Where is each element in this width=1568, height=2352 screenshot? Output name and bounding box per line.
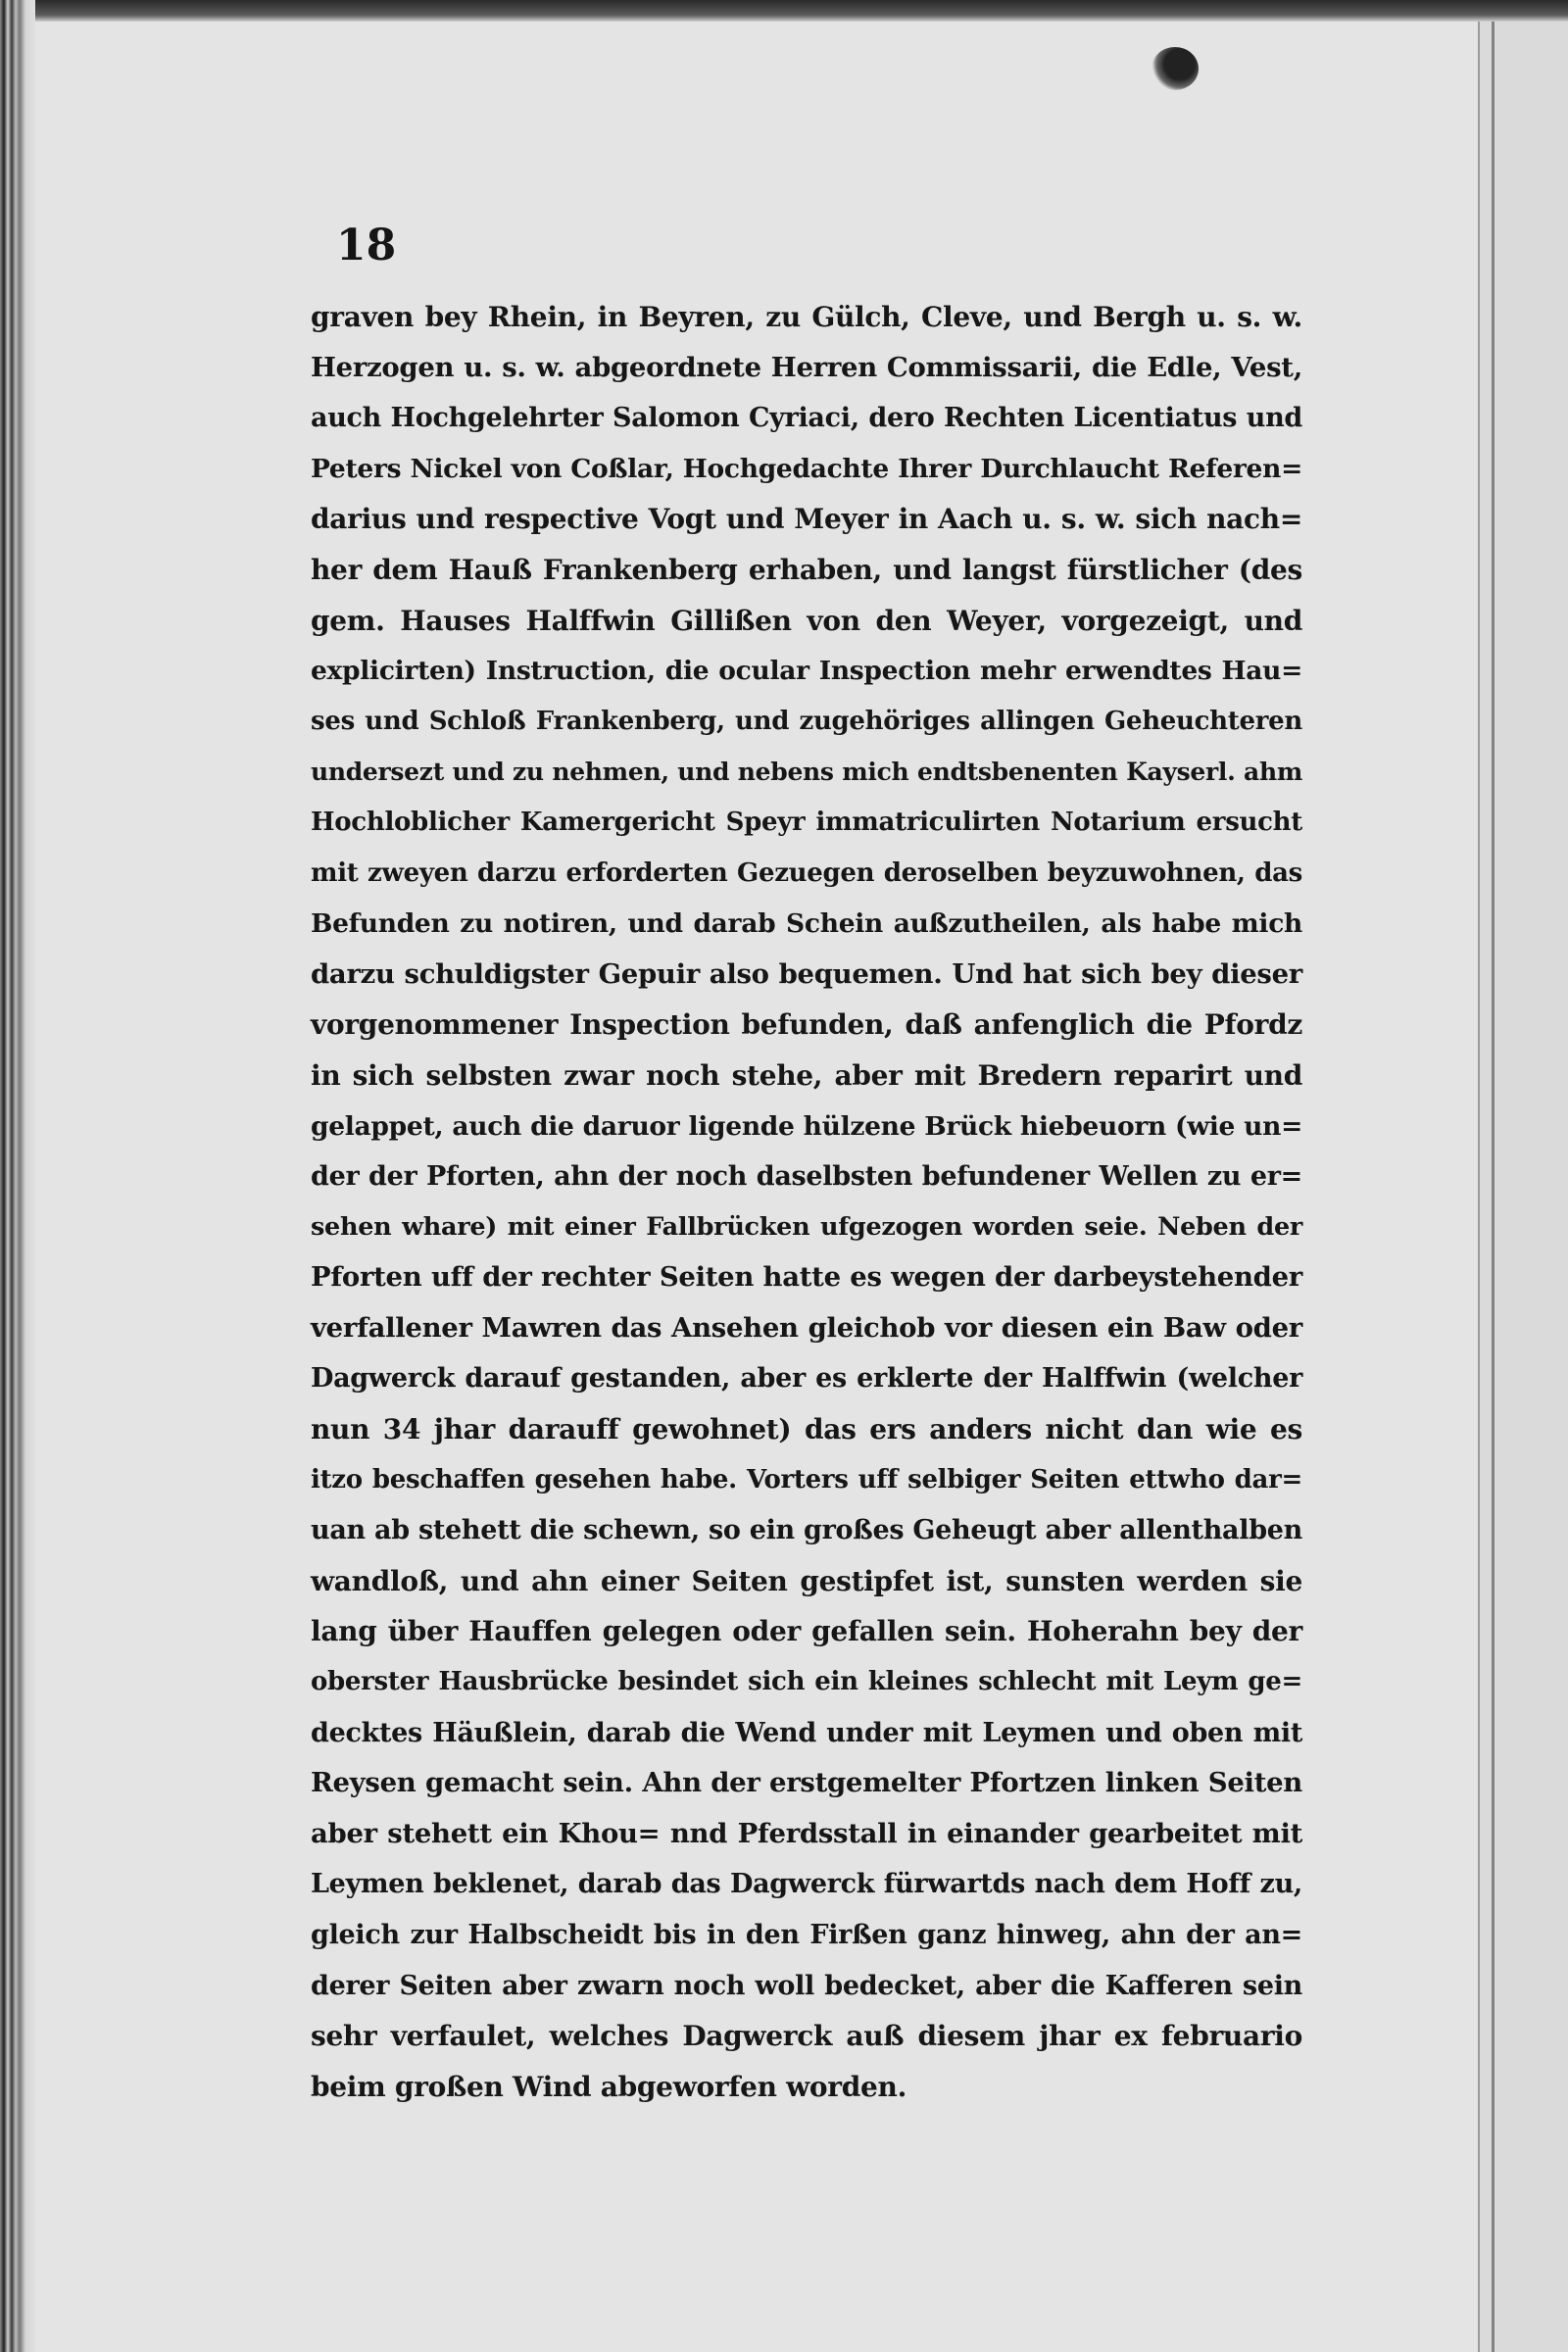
scan-right-margin xyxy=(1478,22,1568,2352)
text-line: Leymen beklenet, darab das Dagwerck fürwartds nach dem Hoff zu, xyxy=(311,1869,1302,1900)
text-line: Reysen gemacht sein. Ahn der erstgemelter Pfortzen linken Seiten xyxy=(311,1767,1302,1799)
text-line: oberster Hausbrücke besindet sich ein kleines schlecht mit Leym ge= xyxy=(311,1667,1302,1697)
scan-left-edge xyxy=(0,0,35,2352)
text-line: auch Hochgelehrter Salomon Cyriaci, dero Rechten Licentiatus und xyxy=(311,403,1302,434)
text-line: darzu schuldigster Gepuir also bequemen. Und hat sich bey dieser xyxy=(311,957,1302,990)
text-line: Befunden zu notiren, und darab Schein außzutheilen, als habe mich xyxy=(311,908,1302,940)
text-line: uan ab stehett die schewn, so ein großes Geheugt aber allenthalben xyxy=(311,1515,1302,1546)
text-line: Dagwerck darauf gestanden, aber es erklerte der Halffwin (welcher xyxy=(311,1363,1302,1395)
text-line: Pforten uff der rechter Seiten hatte es wegen der darbeystehender xyxy=(311,1261,1302,1294)
margin-rule xyxy=(1492,22,1494,2352)
text-line: explicirten) Instruction, die ocular Inspection mehr erwendtes Hau= xyxy=(311,656,1302,687)
text-line: gem. Hauses Halffwin Gillißen von den Weyer, vorgezeigt, und xyxy=(311,604,1302,637)
text-line: darius und respective Vogt und Meyer in Aach u. s. w. sich nach= xyxy=(311,503,1302,536)
text-line: graven bey Rhein, in Beyren, zu Gülch, Cleve, und Bergh u. s. w. xyxy=(311,301,1302,333)
text-line: beim großen Wind abgeworfen worden. xyxy=(311,2070,907,2103)
text-line: sehr verfaulet, welches Dagwerck auß diesem jhar ex februario xyxy=(311,2020,1302,2053)
text-line: vorgenommener Inspection befunden, daß anfenglich die Pfordz xyxy=(311,1008,1302,1042)
text-line: itzo beschaffen gesehen habe. Vorters uff selbiger Seiten ettwho dar= xyxy=(311,1464,1302,1494)
text-line: undersezt und zu nehmen, und nebens mich endtsbenenten Kayserl. ahm xyxy=(311,758,1302,787)
text-line: Herzogen u. s. w. abgeordnete Herren Commissarii, die Edle, Vest, xyxy=(311,351,1302,383)
text-line: aber stehett ein Khou= nnd Pferdsstall in einander gearbeitet mit xyxy=(311,1817,1302,1849)
text-line: gelappet, auch die daruor ligende hülzene Brück hiebeuorn (wie un= xyxy=(311,1110,1302,1142)
text-line: verfallener Mawren das Ansehen gleichob vor diesen ein Baw oder xyxy=(311,1311,1302,1344)
text-line: in sich selbsten zwar noch stehe, aber mit Bredern reparirt und xyxy=(311,1058,1302,1092)
ink-blot xyxy=(1152,47,1199,90)
text-line: derer Seiten aber zwarn noch woll bedecket, aber die Kafferen sein xyxy=(311,1970,1302,2001)
text-line: her dem Hauß Frankenberg erhaben, und langst fürstlicher (des xyxy=(311,553,1302,586)
text-line: Hochloblicher Kamergericht Speyr immatriculirten Notarium ersucht xyxy=(311,807,1302,837)
text-line: gleich zur Halbscheidt bis in den Firßen ganz hinweg, ahn der an= xyxy=(311,1920,1302,1950)
text-line: sehen whare) mit einer Fallbrücken ufgezogen worden seie. Neben der xyxy=(311,1211,1302,1242)
text-line: wandloß, und ahn einer Seiten gestipfet ist, sunsten werden sie xyxy=(311,1564,1302,1597)
page-number: 18 xyxy=(336,220,397,270)
text-line: Peters Nickel von Coßlar, Hochgedachte Ihrer Durchlaucht Referen= xyxy=(311,453,1302,484)
body-text xyxy=(311,292,1302,2112)
text-line: der der Pforten, ahn der noch daselbsten befundener Wellen zu er= xyxy=(311,1161,1302,1193)
scan-top-edge xyxy=(0,0,1568,22)
text-line: decktes Häußlein, darab die Wend under mit Leymen und oben mit xyxy=(311,1717,1302,1748)
text-line: ses und Schloß Frankenberg, und zugehöriges allingen Geheuchteren xyxy=(311,706,1302,736)
text-line: lang über Hauffen gelegen oder gefallen sein. Hoherahn bey der xyxy=(311,1615,1302,1648)
text-line: nun 34 jhar darauff gewohnet) das ers anders nicht dan wie es xyxy=(311,1413,1302,1446)
text-line: mit zweyen darzu erforderten Gezuegen deroselben beyzuwohnen, das xyxy=(311,858,1302,888)
